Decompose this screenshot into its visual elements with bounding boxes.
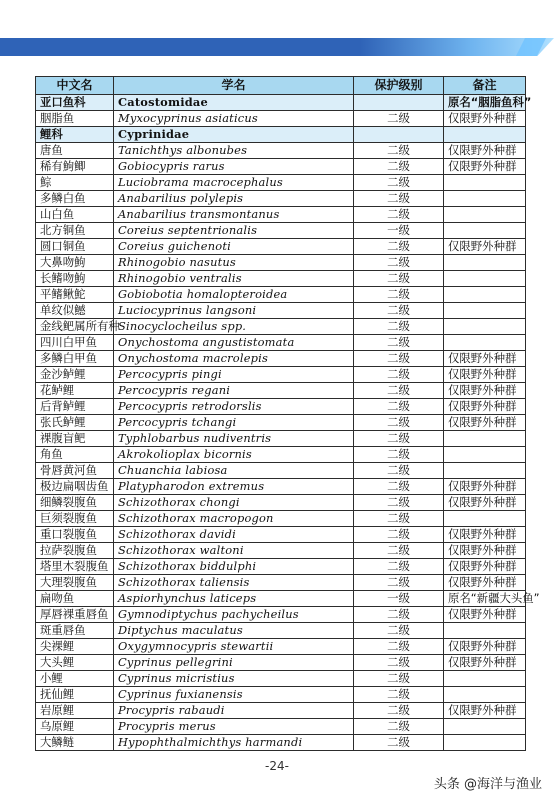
protection-level-cell: 二级 — [354, 479, 444, 495]
chinese-name-cell: 亚口鱼科 — [36, 95, 114, 111]
table-row — [36, 399, 526, 415]
chinese-name-cell: 北方铜鱼 — [36, 223, 114, 239]
scientific-name-cell: Oxygymnocypris stewartii — [114, 639, 354, 655]
protection-level-cell: 二级 — [354, 335, 444, 351]
scientific-name-cell: Rhinogobio nasutus — [114, 255, 354, 271]
scientific-name-cell: Percocypris pingi — [114, 367, 354, 383]
protection-level-cell: 二级 — [354, 383, 444, 399]
table-row — [36, 239, 526, 255]
col-header-chinese-name: 中文名 — [36, 77, 114, 95]
table-row — [36, 623, 526, 639]
chinese-name-cell: 稀有鮈鲫 — [36, 159, 114, 175]
scientific-name-cell: Anabarilius polylepis — [114, 191, 354, 207]
protection-level-cell: 二级 — [354, 191, 444, 207]
protection-level-cell: 一级 — [354, 591, 444, 607]
protection-level-cell: 二级 — [354, 527, 444, 543]
chinese-name-cell: 骨唇黄河鱼 — [36, 463, 114, 479]
protection-level-cell: 二级 — [354, 207, 444, 223]
protection-level-cell: 二级 — [354, 511, 444, 527]
scientific-name-cell: Procypris rabaudi — [114, 703, 354, 719]
scientific-name-cell: Diptychus maculatus — [114, 623, 354, 639]
protection-level-cell: 二级 — [354, 671, 444, 687]
protection-level-cell: 二级 — [354, 655, 444, 671]
note-cell — [444, 671, 526, 687]
note-cell — [444, 431, 526, 447]
note-cell — [444, 463, 526, 479]
protection-level-cell: 二级 — [354, 703, 444, 719]
note-cell — [444, 271, 526, 287]
scientific-name-cell: Coreius guichenoti — [114, 239, 354, 255]
note-cell — [444, 207, 526, 223]
family-row — [36, 127, 526, 143]
protection-level-cell: 二级 — [354, 175, 444, 191]
note-cell: 仅限野外种群 — [444, 143, 526, 159]
table-header-row — [36, 77, 526, 95]
table-row — [36, 495, 526, 511]
table-row — [36, 447, 526, 463]
table-row — [36, 511, 526, 527]
note-cell — [444, 447, 526, 463]
chinese-name-cell: 鯮 — [36, 175, 114, 191]
table-row — [36, 671, 526, 687]
table-row — [36, 191, 526, 207]
chinese-name-cell: 大鼻吻鮈 — [36, 255, 114, 271]
chinese-name-cell: 花鲈鲤 — [36, 383, 114, 399]
chinese-name-cell: 后背鲈鲤 — [36, 399, 114, 415]
scientific-name-cell: Cyprinus micristius — [114, 671, 354, 687]
note-cell — [444, 191, 526, 207]
scientific-name-cell: Schizothorax taliensis — [114, 575, 354, 591]
table-row — [36, 607, 526, 623]
scientific-name-cell: Schizothorax waltoni — [114, 543, 354, 559]
chinese-name-cell: 裸腹盲鲃 — [36, 431, 114, 447]
scientific-name-cell: Procypris merus — [114, 719, 354, 735]
chinese-name-cell: 细鳞裂腹鱼 — [36, 495, 114, 511]
table-row — [36, 479, 526, 495]
chinese-name-cell: 长鳍吻鮈 — [36, 271, 114, 287]
scientific-name-cell: Schizothorax macropogon — [114, 511, 354, 527]
table-row — [36, 639, 526, 655]
table-row — [36, 703, 526, 719]
note-cell — [444, 719, 526, 735]
chinese-name-cell: 单纹似鳡 — [36, 303, 114, 319]
note-cell — [444, 511, 526, 527]
note-cell: 仅限野外种群 — [444, 399, 526, 415]
scientific-name-cell: Schizothorax chongi — [114, 495, 354, 511]
protection-level-cell: 二级 — [354, 367, 444, 383]
chinese-name-cell: 鲤科 — [36, 127, 114, 143]
note-cell: 仅限野外种群 — [444, 639, 526, 655]
note-cell: 仅限野外种群 — [444, 543, 526, 559]
note-cell — [444, 319, 526, 335]
note-cell — [444, 623, 526, 639]
table-row — [36, 431, 526, 447]
chinese-name-cell: 岩原鲤 — [36, 703, 114, 719]
table-row — [36, 575, 526, 591]
page-number: -24- — [265, 759, 289, 773]
scientific-name-cell: Cyprinus pellegrini — [114, 655, 354, 671]
protection-level-cell: 二级 — [354, 255, 444, 271]
col-header-notes: 备注 — [444, 77, 526, 95]
scientific-name-cell: Gymnodiptychus pachycheilus — [114, 607, 354, 623]
note-cell: 仅限野外种群 — [444, 351, 526, 367]
note-cell: 仅限野外种群 — [444, 655, 526, 671]
chinese-name-cell: 大鳞鲢 — [36, 735, 114, 751]
note-cell — [444, 127, 526, 143]
scientific-name-cell: Tanichthys albonubes — [114, 143, 354, 159]
protection-level-cell: 二级 — [354, 143, 444, 159]
note-cell: 原名“胭脂鱼科” — [444, 95, 526, 111]
chinese-name-cell: 厚唇裸重唇鱼 — [36, 607, 114, 623]
scientific-name-cell: Platypharodon extremus — [114, 479, 354, 495]
table-row — [36, 255, 526, 271]
protection-level-cell: 二级 — [354, 687, 444, 703]
scientific-name-cell: Percocypris retrodorslis — [114, 399, 354, 415]
family-row — [36, 95, 526, 111]
chinese-name-cell: 抚仙鲤 — [36, 687, 114, 703]
note-cell: 仅限野外种群 — [444, 159, 526, 175]
scientific-name-cell: Gobiocypris rarus — [114, 159, 354, 175]
table-row — [36, 175, 526, 191]
table-row — [36, 159, 526, 175]
scientific-name-cell: Percocypris tchangi — [114, 415, 354, 431]
chinese-name-cell: 乌原鲤 — [36, 719, 114, 735]
chinese-name-cell: 张氏鲈鲤 — [36, 415, 114, 431]
table-row — [36, 207, 526, 223]
table-row — [36, 687, 526, 703]
table-row — [36, 303, 526, 319]
chinese-name-cell: 唐鱼 — [36, 143, 114, 159]
table-row — [36, 223, 526, 239]
protection-level-cell: 二级 — [354, 719, 444, 735]
scientific-name-cell: Sinocyclocheilus spp. — [114, 319, 354, 335]
table-row — [36, 319, 526, 335]
header-decoration-band — [0, 38, 554, 56]
protection-level-cell: 二级 — [354, 271, 444, 287]
table-row — [36, 559, 526, 575]
scientific-name-cell: Anabarilius transmontanus — [114, 207, 354, 223]
table-row — [36, 463, 526, 479]
protection-level-cell: 二级 — [354, 607, 444, 623]
chinese-name-cell: 塔里木裂腹鱼 — [36, 559, 114, 575]
note-cell — [444, 223, 526, 239]
note-cell — [444, 687, 526, 703]
protection-level-cell: 二级 — [354, 623, 444, 639]
scientific-name-cell: Myxocyprinus asiaticus — [114, 111, 354, 127]
table-row — [36, 271, 526, 287]
col-header-scientific-name: 学名 — [114, 77, 354, 95]
note-cell: 仅限野外种群 — [444, 559, 526, 575]
protection-level-cell: 二级 — [354, 287, 444, 303]
scientific-name-cell: Coreius septentrionalis — [114, 223, 354, 239]
protection-level-cell: 二级 — [354, 639, 444, 655]
chinese-name-cell: 重口裂腹鱼 — [36, 527, 114, 543]
scientific-name-cell: Schizothorax biddulphi — [114, 559, 354, 575]
chinese-name-cell: 巨须裂腹鱼 — [36, 511, 114, 527]
protection-level-cell: 一级 — [354, 223, 444, 239]
table-row — [36, 415, 526, 431]
scientific-name-cell: Percocypris regani — [114, 383, 354, 399]
table-row — [36, 287, 526, 303]
scientific-name-cell: Catostomidae — [114, 95, 354, 111]
table-row — [36, 655, 526, 671]
protection-level-cell: 二级 — [354, 303, 444, 319]
scientific-name-cell: Hypophthalmichthys harmandi — [114, 735, 354, 751]
note-cell: 仅限野外种群 — [444, 575, 526, 591]
chinese-name-cell: 大头鲤 — [36, 655, 114, 671]
table-row — [36, 367, 526, 383]
scientific-name-cell: Onychostoma angustistomata — [114, 335, 354, 351]
note-cell — [444, 255, 526, 271]
protection-level-cell: 二级 — [354, 495, 444, 511]
col-header-protection-level: 保护级别 — [354, 77, 444, 95]
protection-level-cell: 二级 — [354, 159, 444, 175]
note-cell: 仅限野外种群 — [444, 479, 526, 495]
note-cell: 仅限野外种群 — [444, 415, 526, 431]
scientific-name-cell: Luciobrama macrocephalus — [114, 175, 354, 191]
note-cell: 仅限野外种群 — [444, 367, 526, 383]
protection-level-cell: 二级 — [354, 399, 444, 415]
note-cell: 原名“新疆大头鱼” — [444, 591, 526, 607]
chinese-name-cell: 四川白甲鱼 — [36, 335, 114, 351]
note-cell: 仅限野外种群 — [444, 239, 526, 255]
chinese-name-cell: 角鱼 — [36, 447, 114, 463]
note-cell — [444, 303, 526, 319]
table-row — [36, 719, 526, 735]
protection-level-cell — [354, 95, 444, 111]
chinese-name-cell: 多鳞白鱼 — [36, 191, 114, 207]
table-row — [36, 351, 526, 367]
scientific-name-cell: Gobiobotia homalopteroidea — [114, 287, 354, 303]
table-row — [36, 735, 526, 751]
chinese-name-cell: 扁吻鱼 — [36, 591, 114, 607]
table-row — [36, 591, 526, 607]
protection-level-cell: 二级 — [354, 111, 444, 127]
scientific-name-cell: Akrokolioplax bicornis — [114, 447, 354, 463]
note-cell — [444, 735, 526, 751]
scientific-name-cell: Chuanchia labiosa — [114, 463, 354, 479]
protection-level-cell: 二级 — [354, 447, 444, 463]
source-watermark: 头条 @海洋与渔业 — [433, 777, 542, 792]
scientific-name-cell: Schizothorax davidi — [114, 527, 354, 543]
protection-level-cell: 二级 — [354, 463, 444, 479]
chinese-name-cell: 胭脂鱼 — [36, 111, 114, 127]
protection-level-cell: 二级 — [354, 543, 444, 559]
chinese-name-cell: 多鳞白甲鱼 — [36, 351, 114, 367]
note-cell — [444, 287, 526, 303]
table-row — [36, 111, 526, 127]
chinese-name-cell: 斑重唇鱼 — [36, 623, 114, 639]
chinese-name-cell: 金线鲃属所有种 — [36, 319, 114, 335]
scientific-name-cell: Aspiorhynchus laticeps — [114, 591, 354, 607]
table-row — [36, 335, 526, 351]
chinese-name-cell: 尖裸鲤 — [36, 639, 114, 655]
note-cell: 仅限野外种群 — [444, 703, 526, 719]
chinese-name-cell: 小鲤 — [36, 671, 114, 687]
protection-level-cell: 二级 — [354, 239, 444, 255]
table-row — [36, 143, 526, 159]
scientific-name-cell: Typhlobarbus nudiventris — [114, 431, 354, 447]
table-row — [36, 383, 526, 399]
protection-level-cell: 二级 — [354, 431, 444, 447]
chinese-name-cell: 山白鱼 — [36, 207, 114, 223]
scientific-name-cell: Cyprinidae — [114, 127, 354, 143]
note-cell — [444, 335, 526, 351]
note-cell: 仅限野外种群 — [444, 607, 526, 623]
chinese-name-cell: 平鳍鳅鮀 — [36, 287, 114, 303]
protected-species-table — [35, 76, 540, 751]
chinese-name-cell: 圆口铜鱼 — [36, 239, 114, 255]
note-cell — [444, 175, 526, 191]
protection-level-cell: 二级 — [354, 575, 444, 591]
table-row — [36, 543, 526, 559]
scientific-name-cell: Cyprinus fuxianensis — [114, 687, 354, 703]
protection-level-cell: 二级 — [354, 559, 444, 575]
protection-level-cell: 二级 — [354, 351, 444, 367]
chinese-name-cell: 极边扁咽齿鱼 — [36, 479, 114, 495]
note-cell: 仅限野外种群 — [444, 527, 526, 543]
protection-level-cell — [354, 127, 444, 143]
scientific-name-cell: Onychostoma macrolepis — [114, 351, 354, 367]
table-row — [36, 527, 526, 543]
note-cell: 仅限野外种群 — [444, 383, 526, 399]
protection-level-cell: 二级 — [354, 319, 444, 335]
protection-level-cell: 二级 — [354, 735, 444, 751]
chinese-name-cell: 金沙鲈鲤 — [36, 367, 114, 383]
chinese-name-cell: 拉萨裂腹鱼 — [36, 543, 114, 559]
note-cell: 仅限野外种群 — [444, 111, 526, 127]
scientific-name-cell: Rhinogobio ventralis — [114, 271, 354, 287]
chinese-name-cell: 大理裂腹鱼 — [36, 575, 114, 591]
note-cell: 仅限野外种群 — [444, 495, 526, 511]
scientific-name-cell: Luciocyprinus langsoni — [114, 303, 354, 319]
protection-level-cell: 二级 — [354, 415, 444, 431]
